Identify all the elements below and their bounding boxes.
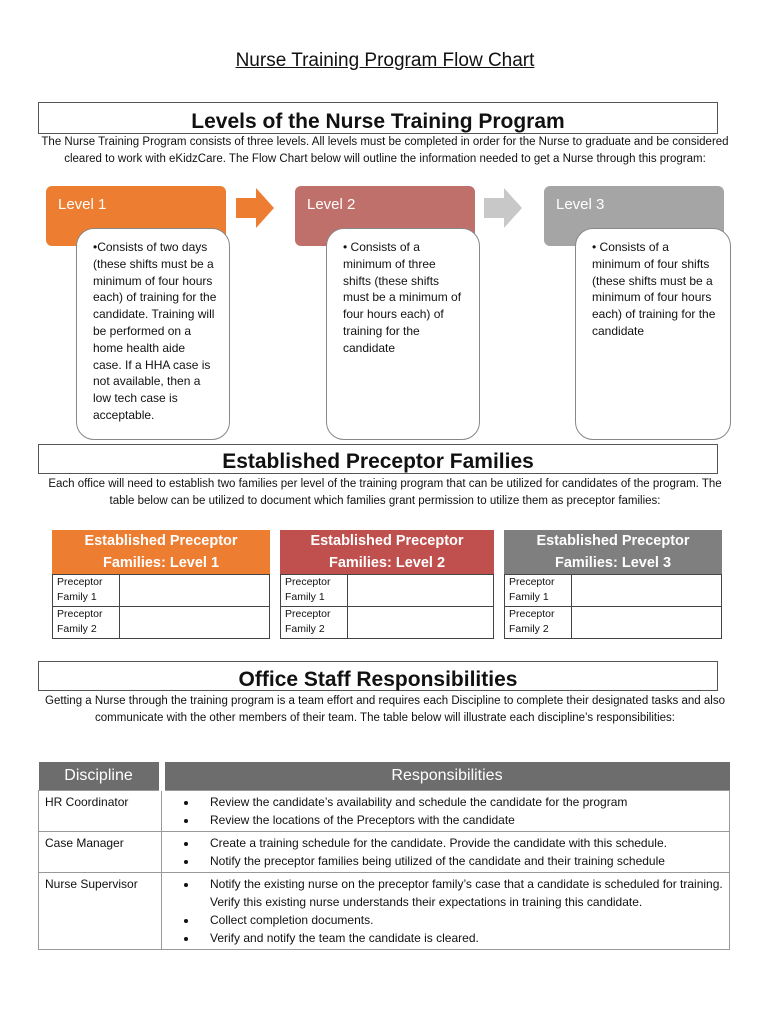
discipline-column-header: Discipline [39, 762, 162, 791]
preceptor-intro: Each office will need to establish two families per level of the training program that can be utilized for candidates of the program. The table below can be utilized to document which families grant permission to utilize them as preceptor families: [48, 478, 722, 507]
preceptor-entry-cell[interactable] [120, 575, 270, 607]
table-row [39, 873, 730, 950]
levels-section-heading: Levels of the Nurse Training Program [38, 102, 718, 134]
preceptor-entry-cell[interactable] [572, 575, 722, 607]
preceptor-row-label: Preceptor Family 2 [53, 607, 120, 639]
preceptor-row-label: Preceptor Family 2 [281, 607, 348, 639]
responsibility-item: • Collect completion documents. [198, 911, 723, 929]
responsibility-item: • Notify the preceptor families being utilized of the candidate and their training schedule [198, 852, 723, 870]
responsibility-item: • Notify the existing nurse on the preceptor family’s case that a candidate is scheduled for training. Verify this existing nurse understands their expectations in training this candidate. [198, 875, 723, 911]
discipline-cell: Case Manager [39, 832, 162, 873]
preceptor-table-level-3 [504, 530, 722, 639]
preceptor-table-level-1 [52, 530, 270, 639]
preceptor-row-label: Preceptor Family 1 [281, 575, 348, 607]
preceptor-table-level-2 [280, 530, 494, 639]
table-row [39, 832, 730, 873]
preceptor-table-header: Established Preceptor Families: Level 3 [504, 530, 722, 574]
level-3-description: • Consists of a minimum of four shifts (these shifts must be a minimum of four hours each) of training for the candidate [575, 228, 731, 440]
table-row [39, 791, 730, 832]
responsibilities-column-header: Responsibilities [162, 762, 730, 791]
level-2-header: Level 2 [295, 186, 475, 246]
staff-section-heading: Office Staff Responsibilities [38, 661, 718, 691]
preceptor-entry-cell[interactable] [348, 575, 494, 607]
level-2-description: • Consists of a minimum of three shifts (these shifts must be a minimum of four hours each) of training for the candidate [326, 228, 480, 440]
preceptor-entry-cell[interactable] [120, 607, 270, 639]
preceptor-table-header: Established Preceptor Families: Level 2 [280, 530, 494, 574]
preceptor-entry-cell[interactable] [572, 607, 722, 639]
staff-intro: Getting a Nurse through the training program is a team effort and requires each Discipline to complete their designated tasks and also communicate with the other members of their team. The table below will illustrate each discipline’s responsibilities: [45, 695, 725, 724]
preceptor-entry-cell[interactable] [348, 607, 494, 639]
responsibility-item: • Verify and notify the team the candidate is cleared. [198, 929, 723, 947]
discipline-cell: Nurse Supervisor [39, 873, 162, 950]
arrow-right-icon [484, 188, 524, 228]
levels-intro: The Nurse Training Program consists of three levels. All levels must be completed in order for the Nurse to graduate and be considered cleared to work with eKidzCare. The Flow Chart below will outline the information needed to get a Nurse through this program: [41, 136, 729, 165]
page-title: Nurse Training Program Flow Chart [235, 50, 535, 71]
responsibility-item: • Create a training schedule for the candidate. Provide the candidate with this schedule. [198, 834, 723, 852]
arrow-right-icon [236, 188, 276, 228]
responsibility-item: • Review the locations of the Preceptors with the candidate [198, 811, 723, 829]
level-1-description: •Consists of two days (these shifts must be a minimum of four hours each) of training for the candidate. Training will be performed on a home health aide case. If a HHA case is not available, then a low tech case is acceptable. [76, 228, 230, 440]
preceptor-row-label: Preceptor Family 2 [505, 607, 572, 639]
responsibilities-table [38, 762, 730, 950]
preceptor-row-label: Preceptor Family 1 [505, 575, 572, 607]
level-3-header: Level 3 [544, 186, 724, 246]
discipline-cell: HR Coordinator [39, 791, 162, 832]
responsibility-item: • Review the candidate’s availability and schedule the candidate for the program [198, 793, 723, 811]
preceptor-section-heading: Established Preceptor Families [38, 444, 718, 474]
preceptor-row-label: Preceptor Family 1 [53, 575, 120, 607]
preceptor-table-header: Established Preceptor Families: Level 1 [52, 530, 270, 574]
level-1-header: Level 1 [46, 186, 226, 246]
